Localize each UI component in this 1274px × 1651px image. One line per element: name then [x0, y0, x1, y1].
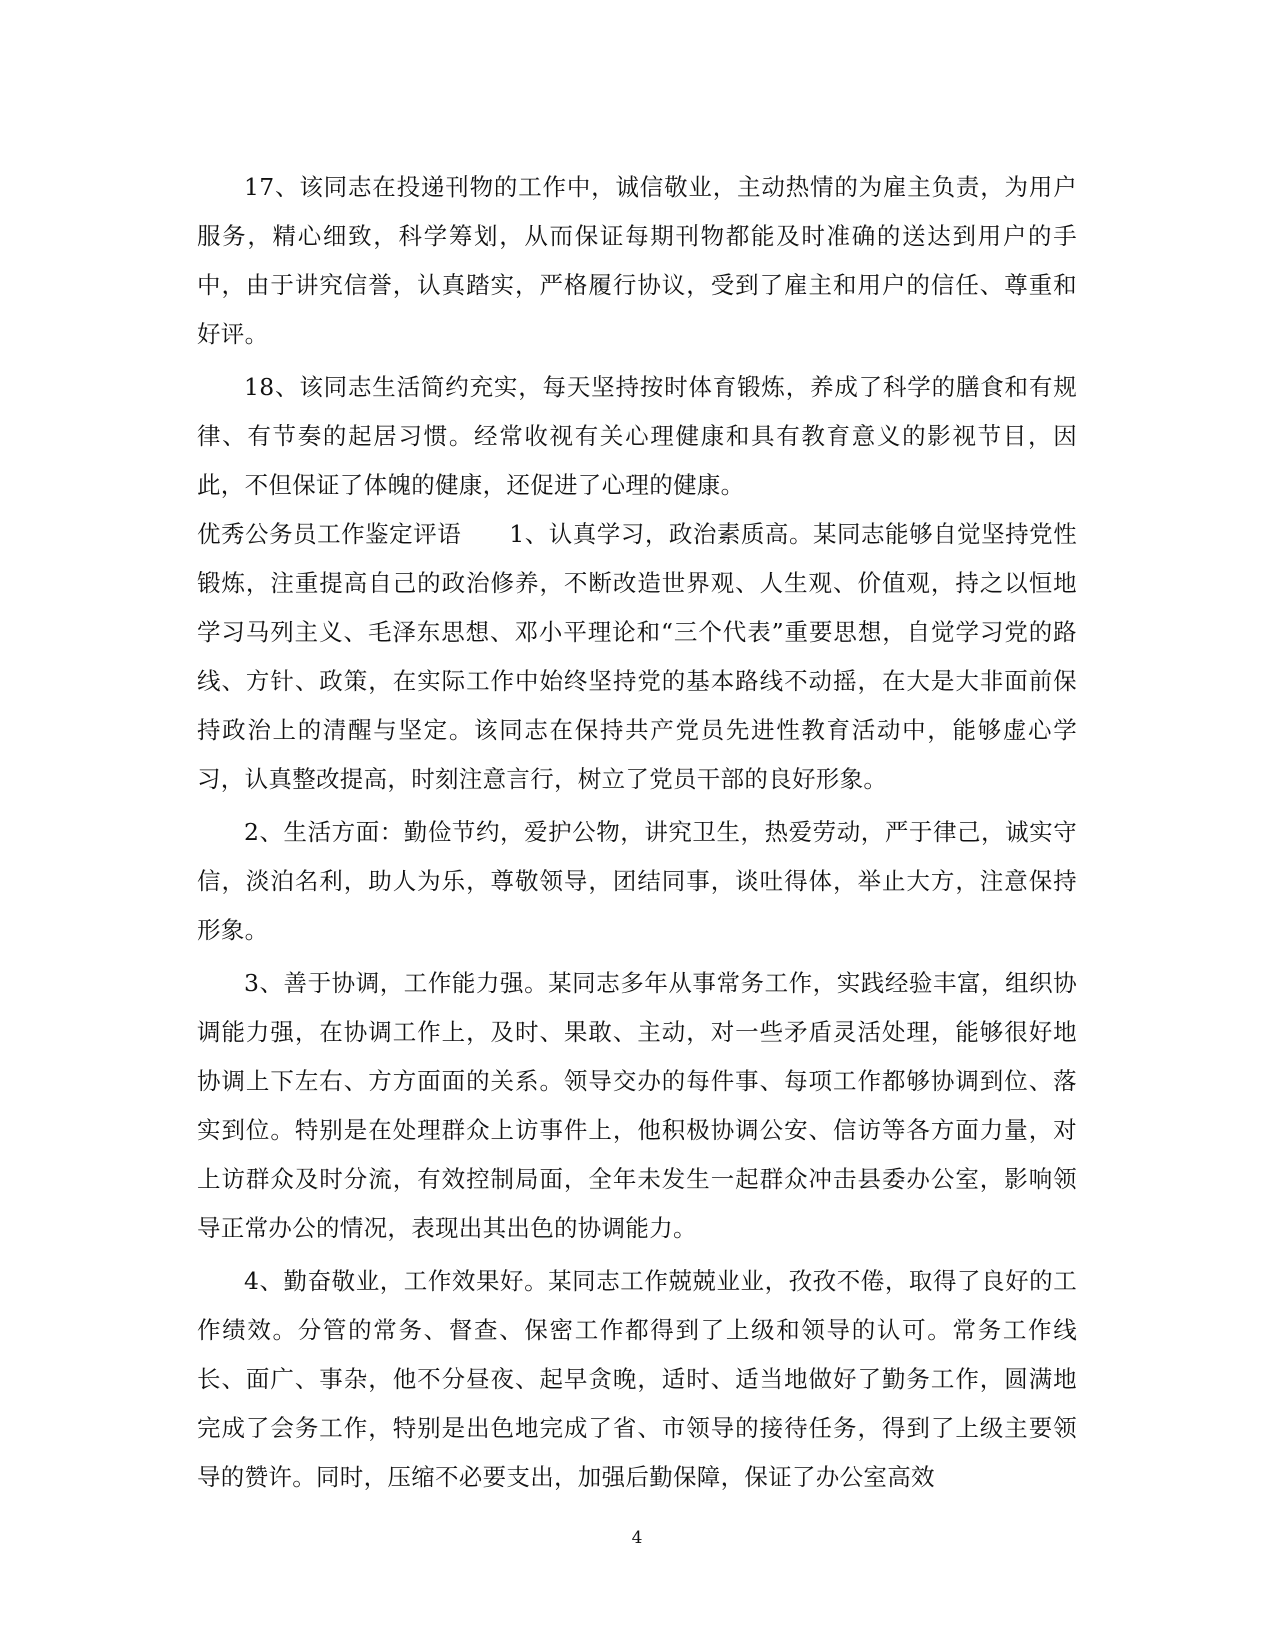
- page-number: 4: [631, 1528, 643, 1548]
- section-paragraph-4: 4、勤奋敬业，工作效果好。某同志工作兢兢业业，孜孜不倦，取得了良好的工作绩效。分管的常务、督查、保密工作都得到了上级和领导的认可。常务工作线长、面广、事杂，他不分昼夜、起早贪晚，适时、适当地做好了勤务工作，圆满地完成了会务工作，特别是出色地完成了省、市领导的接待任务，得到了上级主要领导的赞许。同时，压缩不必要支出，加强后勤保障，保证了办公室高效: [197, 1267, 1077, 1491]
- section-heading: 优秀公务员工作鉴定评语: [197, 520, 462, 548]
- section-paragraph-3: 3、善于协调，工作能力强。某同志多年从事常务工作，实践经验丰富，组织协调能力强，在协调工作上，及时、果敢、主动，对一些矛盾灵活处理，能够很好地协调上下左右、方方面面的关系。领导交办的每件事、每项工作都够协调到位、落实到位。特别是在处理群众上访事件上，他积极协调公安、信访等各方面力量，对上访群众及时分流，有效控制局面，全年未发生一起群众冲击县委办公室，影响领导正常办公的情况，表现出其出色的协调能力。: [197, 969, 1077, 1242]
- paragraph-18: 18、该同志生活简约充实，每天坚持按时体育锻炼，养成了科学的膳食和有规律、有节奏的起居习惯。经常收视有关心理健康和具有教育意义的影视节目，因此，不但保证了体魄的健康，还促进了心理的健康。: [197, 373, 1077, 499]
- document-body: [197, 163, 1077, 1502]
- section-paragraph-1: 1、认真学习，政治素质高。某同志能够自觉坚持党性锻炼，注重提高自己的政治修养，不断改造世界观、人生观、价值观，持之以恒地学习马列主义、毛泽东思想、邓小平理论和“三个代表”重要思想，自觉学习党的路线、方针、政策，在实际工作中始终坚持党的基本路线不动摇，在大是大非面前保持政治上的清醒与坚定。该同志在保持共产党员先进性教育活动中，能够虚心学习，认真整改提高，时刻注意言行，树立了党员干部的良好形象。: [197, 520, 1077, 793]
- section-paragraph-2: 2、生活方面：勤俭节约，爱护公物，讲究卫生，热爱劳动，严于律己，诚实守信，淡泊名利，助人为乐，尊敬领导，团结同事，谈吐得体，举止大方，注意保持形象。: [197, 818, 1077, 944]
- section-intro-paragraph: [197, 510, 1077, 804]
- paragraph-17: 17、该同志在投递刊物的工作中，诚信敬业，主动热情的为雇主负责，为用户服务，精心细致，科学筹划，从而保证每期刊物都能及时准确的送达到用户的手中，由于讲究信誉，认真踏实，严格履行协议，受到了雇主和用户的信任、尊重和好评。: [197, 173, 1077, 348]
